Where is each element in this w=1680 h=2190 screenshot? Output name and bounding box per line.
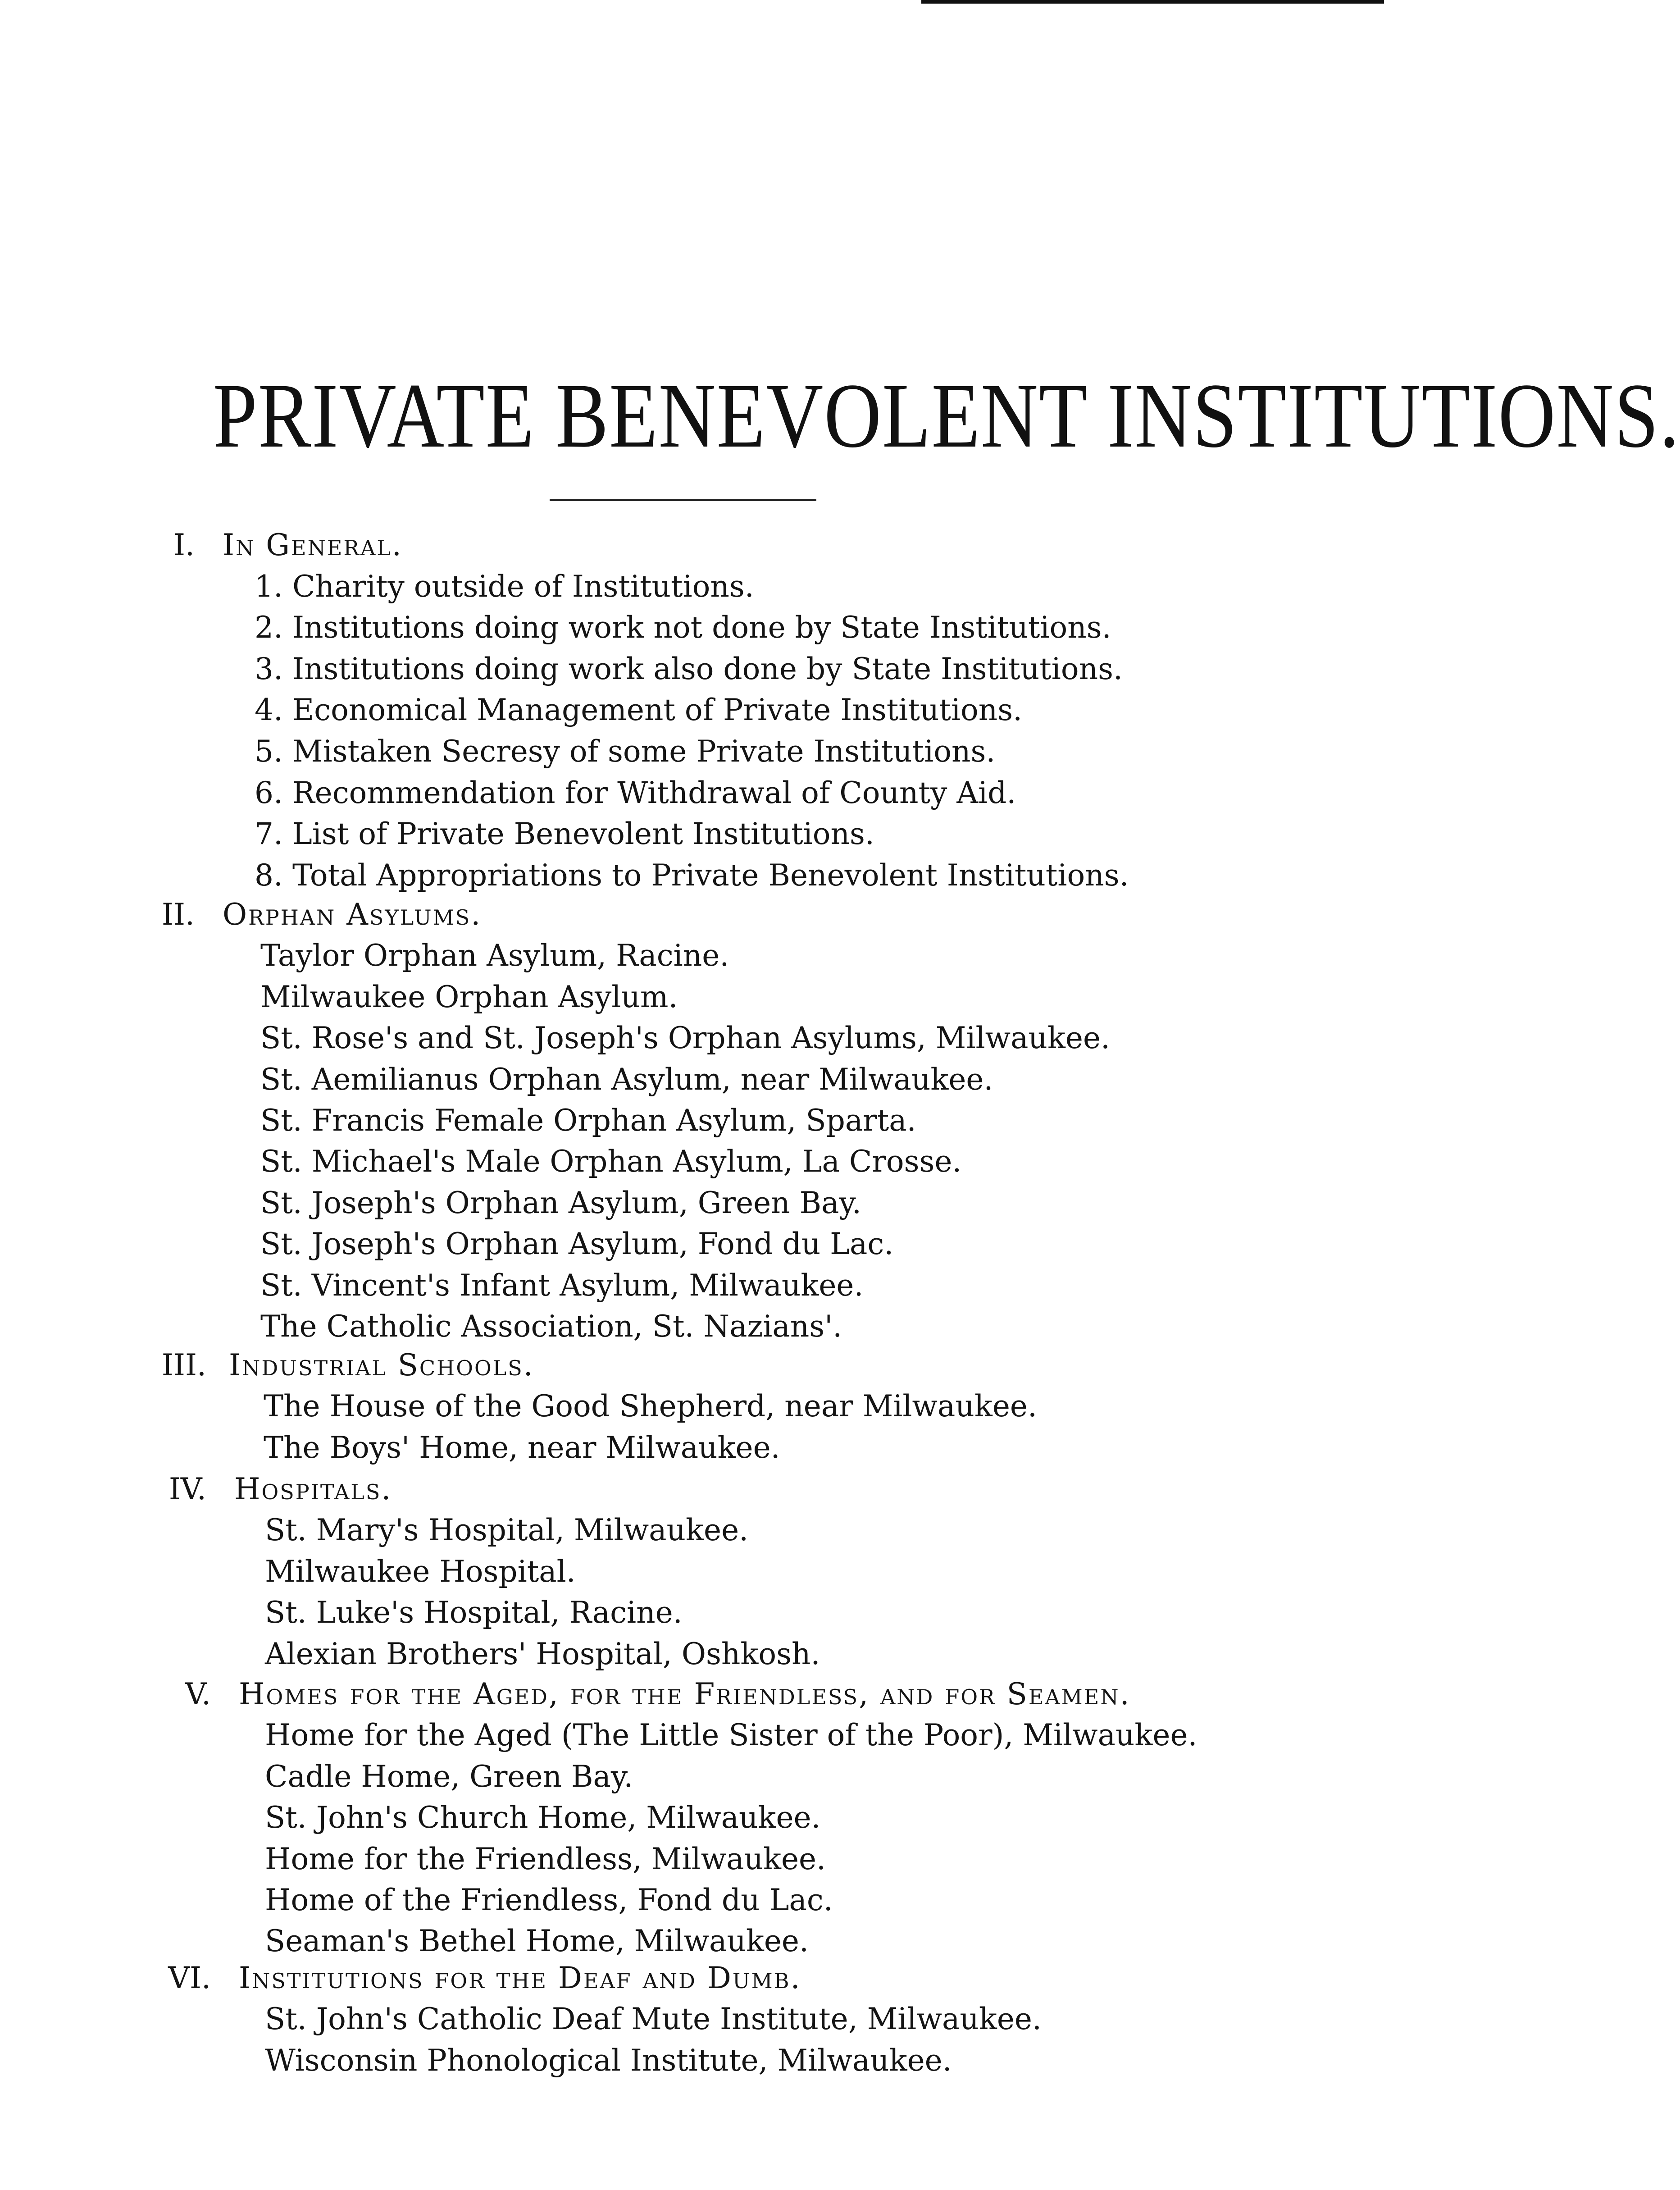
section-heading: Homes for the Aged, for the Friendless, and for Seamen. [239, 1677, 1131, 1711]
section-heading: Hospitals. [234, 1472, 392, 1506]
section-heading: Industrial Schools. [229, 1348, 534, 1382]
list-item: 7. List of Private Benevolent Institutions. [255, 817, 874, 851]
section-numeral: VI. [168, 1961, 211, 1995]
section-numeral: II. [161, 897, 195, 932]
list-item: St. Michael's Male Orphan Asylum, La Crosse. [260, 1144, 962, 1179]
list-item: Home for the Friendless, Milwaukee. [265, 1842, 826, 1876]
list-item: St. Francis Female Orphan Asylum, Sparta. [260, 1103, 916, 1138]
section-numeral: IV. [168, 1472, 206, 1506]
list-item: 6. Recommendation for Withdrawal of County Aid. [255, 776, 1016, 810]
list-item: St. John's Catholic Deaf Mute Institute, Milwaukee. [265, 2002, 1042, 2036]
list-item: St. John's Church Home, Milwaukee. [265, 1800, 821, 1835]
list-item: Home of the Friendless, Fond du Lac. [265, 1883, 833, 1917]
list-item: St. Aemilianus Orphan Asylum, near Milwaukee. [260, 1062, 993, 1097]
list-item: Alexian Brothers' Hospital, Oshkosh. [265, 1637, 820, 1671]
list-item: St. Luke's Hospital, Racine. [265, 1595, 683, 1630]
section-numeral: I. [173, 528, 195, 562]
list-item: 8. Total Appropriations to Private Benevolent Institutions. [255, 858, 1129, 893]
list-item: Milwaukee Hospital. [265, 1554, 576, 1589]
section-heading: In General. [223, 528, 403, 562]
list-item: St. Mary's Hospital, Milwaukee. [265, 1513, 749, 1547]
list-item: 2. Institutions doing work not done by State Institutions. [255, 610, 1111, 645]
list-item: Wisconsin Phonological Institute, Milwaukee. [265, 2043, 952, 2078]
list-item: 5. Mistaken Secresy of some Private Institutions. [255, 734, 996, 769]
page-title: PRIVATE BENEVOLENT INSTITUTIONS. [213, 365, 1680, 467]
list-item: 1. Charity outside of Institutions. [255, 569, 754, 604]
list-item: St. Rose's and St. Joseph's Orphan Asylums, Milwaukee. [260, 1021, 1111, 1055]
list-item: The Catholic Association, St. Nazians'. [260, 1309, 842, 1344]
list-item: St. Joseph's Orphan Asylum, Fond du Lac. [260, 1227, 894, 1261]
section-numeral: III. [161, 1348, 206, 1382]
list-item: Seaman's Bethel Home, Milwaukee. [265, 1924, 809, 1958]
list-item: The Boys' Home, near Milwaukee. [264, 1430, 780, 1465]
list-item: Taylor Orphan Asylum, Racine. [260, 938, 729, 973]
list-item: St. Joseph's Orphan Asylum, Green Bay. [260, 1186, 862, 1220]
list-item: Milwaukee Orphan Asylum. [260, 980, 678, 1014]
section-heading: Institutions for the Deaf and Dumb. [239, 1961, 801, 1995]
list-item: St. Vincent's Infant Asylum, Milwaukee. [260, 1268, 864, 1303]
list-item: 3. Institutions doing work also done by State Institutions. [255, 652, 1123, 686]
section-heading: Orphan Asylums. [223, 897, 482, 932]
list-item: 4. Economical Management of Private Institutions. [255, 693, 1023, 727]
list-item: The House of the Good Shepherd, near Milwaukee. [264, 1389, 1037, 1424]
list-item: Cadle Home, Green Bay. [265, 1759, 633, 1794]
section-numeral: V. [185, 1677, 211, 1711]
list-item: Home for the Aged (The Little Sister of the Poor), Milwaukee. [265, 1718, 1197, 1752]
